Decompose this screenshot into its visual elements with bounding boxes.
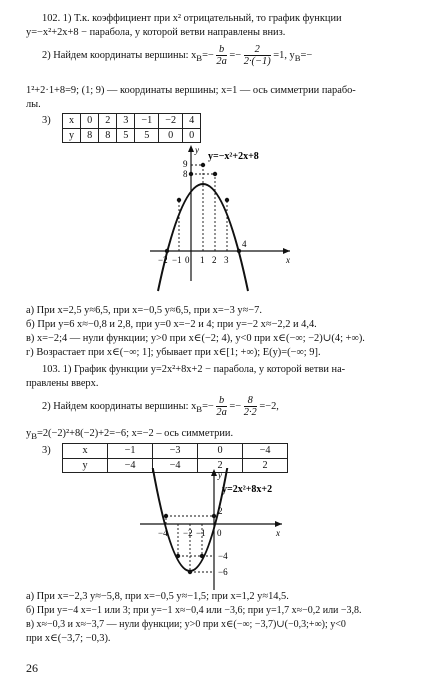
graph-function-label: y=−x²+2x+8 [208,151,259,162]
x-axis-label: x [286,255,290,265]
p103-step2: 2) Найдем координаты вершины: $x_B=-$ $\frac{b}{2a}$ =− $\frac{8}{2\cdot 2}$ =−2, [42,395,279,418]
y-tick-label: 2 [218,506,223,516]
page-number: 26 [26,661,38,675]
p102-answer-a: а) При x=2,5 y≈6,5, при x=−0,5 y≈6,5, при x=−3 y≈−7. [26,305,262,316]
table-cell: 3 [117,114,135,129]
table-cell: y [63,458,108,473]
p102-step2: 2) Найдем координаты вершины: $x_B=-$ $\frac{b}{2a}$ =− $\frac{2}{2\cdot(-1)}$ =1, $y_B=-$ [42,44,313,67]
table-cell: −2 [159,114,183,129]
point-3-5 [225,198,229,202]
table-cell: −4 [153,458,198,473]
table-cell: −4 [243,444,288,459]
y-axis-label: y [195,145,199,155]
table-cell: 0 [183,128,201,143]
tick-label: −1 [196,528,206,538]
p103-line4: $y_B=2(-2)^2+8(-2)+2=-6$; x=−2 – ось симметрии. [26,428,234,442]
p102-answer-b: б) При y=6 x≈−0,8 и 2,8, при y=0 x=−2 и 4; при y=−2 x≈−2,2 и 4,4. [26,319,317,330]
p102-line4: 1²+2·1+8=9; (1; 9) — координаты вершины; x=1 — ось симметрии парабо- [26,85,356,96]
table-cell: −4 [108,458,153,473]
p102-line2: y=−x²+2x+8 − парабола, у которой ветви направлены вниз. [26,27,286,38]
table-cell: 2 [198,458,243,473]
point-neg4-2 [164,514,168,518]
y-tick-label: 9 [183,159,188,169]
origin-label: 0 [185,255,190,265]
tick-label: 0 [217,528,222,538]
point-2-8 [213,172,217,176]
p103-line2: правлены вверх. [26,378,99,389]
table-cell: 0 [198,444,243,459]
table-cell: 0 [81,114,99,129]
table-cell: −1 [108,444,153,459]
x-axis-arrow [275,521,282,527]
p103-answer-a: а) При x=−2,3 y≈−5,8, при x=−0,5 y≈−1,5; при x=1,2 y≈14,5. [26,591,289,602]
tick-label: 3 [224,255,229,265]
point-0-8 [189,172,193,176]
p103-answer-b: б) При y=−4 x=−1 или 3; при y=−1 x≈−0,4 или −3,6; при y=1,7 x≈−0,2 или −3,8. [26,605,362,616]
y-axis-arrow [188,145,194,152]
table-cell: 8 [99,128,117,143]
tick-label: −4 [158,528,168,538]
p103-answer-v2: при x∈(−3,7; −0,3). [26,633,111,644]
y-tick-label: 8 [183,169,188,179]
tick-label: 1 [200,255,205,265]
p102-step3-label: 3) [42,115,51,126]
x-axis-arrow [283,248,290,254]
p103-answer-v1: в) x≈−0,3 и x≈−3,7 — нули функции; y>0 при x∈(−∞; −3,7)∪(−0,3;+∞); y<0 [26,619,346,630]
table-cell: 5 [117,128,135,143]
p102-graph [0,143,440,293]
fraction: $\frac{b}{2a}$ [216,395,227,418]
point-vertex [188,570,192,574]
point-neg1-neg4 [200,554,204,558]
tick-label: −2 [183,528,193,538]
p103-line1: 103. 1) График функции y=2x²+8x+2 − парабола, у которой ветви на- [42,364,346,375]
point-neg2-0 [165,249,169,253]
y-axis-arrow [211,469,217,476]
table-cell: 2 [243,458,288,473]
table-cell: 5 [135,128,159,143]
y-tick-label: −6 [218,567,228,577]
table-cell: 8 [81,128,99,143]
fraction: $\frac{8}{2\cdot 2}$ [243,395,257,418]
point-vertex [201,163,205,167]
tick-label: 4 [242,239,247,249]
p102-answer-v: в) x=−2;4 — нули функции; y>0 при x∈(−2; 4), y<0 при x∈(−∞; −2)∪(4; +∞). [26,333,365,344]
y-axis-label: y [218,470,222,480]
tick-label: −2 [158,255,168,265]
point-neg3-neg4 [176,554,180,558]
point-neg1-5 [177,198,181,202]
tick-label: −1 [172,255,182,265]
fraction: $\frac{b}{2a}$ [216,44,227,67]
table-cell: −3 [153,444,198,459]
table-row [63,444,288,459]
table-row [63,114,201,129]
p103-graph [0,468,440,593]
y-tick-label: −4 [218,551,228,561]
table-cell: x [63,114,81,129]
p103-step3-label: 3) [42,445,51,456]
table-cell: 2 [99,114,117,129]
table-row [63,128,201,143]
point-4-0 [237,249,241,253]
p102-values-table [62,113,201,143]
x-axis-label: x [276,528,280,538]
p102-answer-g: г) Возрастает при x∈(−∞; 1]; убывает при x∈[1; +∞); E(y)=(−∞; 9]. [26,347,321,358]
table-cell: 4 [183,114,201,129]
table-cell: 0 [159,128,183,143]
table-cell: y [63,128,81,143]
point-0-2 [212,514,216,518]
tick-label: 2 [212,255,217,265]
table-cell: x [63,444,108,459]
p102-line5: лы. [26,99,41,110]
table-cell: −1 [135,114,159,129]
graph-function-label: y=2x²+8x+2 [222,484,273,495]
fraction: $\frac{2}{2\cdot(-1)}$ [243,44,271,67]
p102-line1: 102. 1) Т.к. коэффициент при x² отрицательный, то график функции [42,13,342,24]
